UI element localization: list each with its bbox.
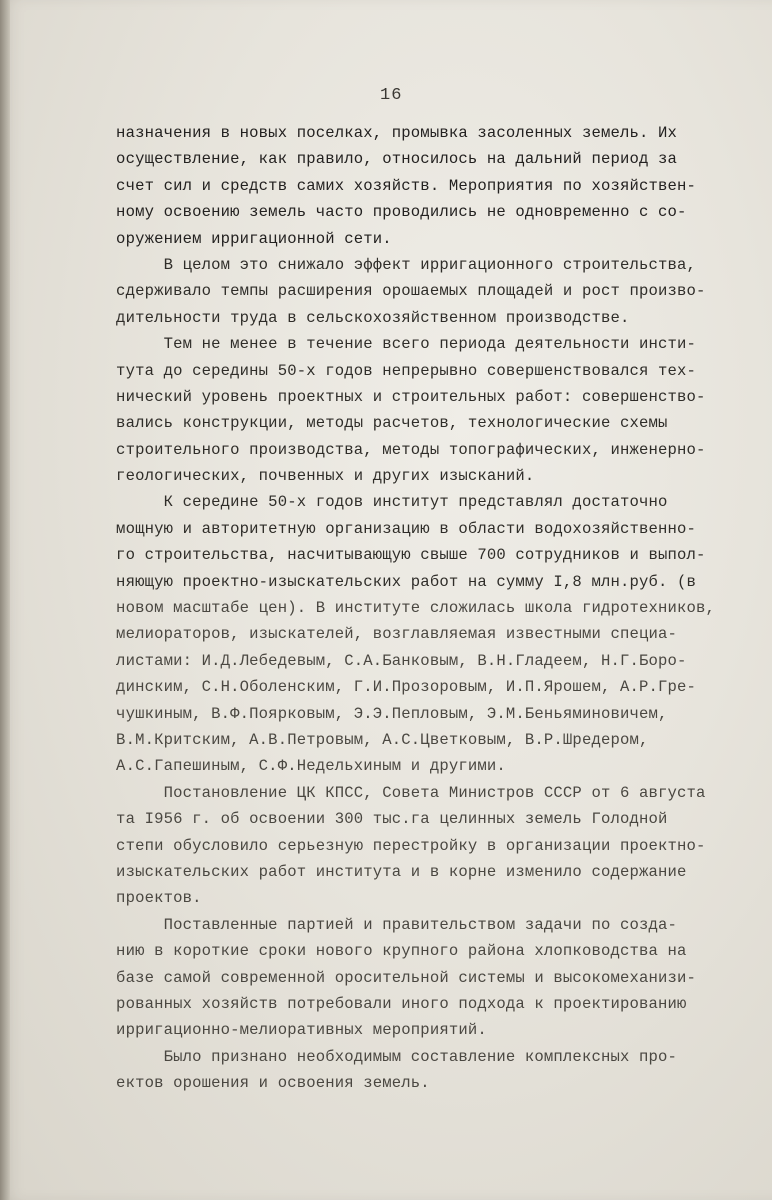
text-line: ному освоению земель часто проводились не одновременно с со- [40, 203, 687, 222]
text-line: дительности труда в сельскохозяйственном производстве. [40, 308, 630, 327]
text-line: степи обусловило серьезную перестройку в организации проектно- [40, 836, 706, 855]
text-line: чушкиным, В.Ф.Поярковым, Э.Э.Пепловым, Э.М.Беньяминовичем, [40, 704, 668, 723]
text-line: Тем не менее в течение всего периода деятельности инсти- [40, 335, 697, 354]
text-line: динским, С.Н.Оболенским, Г.И.Прозоровым, И.П.Ярошем, А.Р.Гре- [40, 678, 697, 697]
text-line: ирригационно-мелиоративных мероприятий. [40, 1021, 487, 1040]
text-line: вались конструкции, методы расчетов, технологические схемы [40, 414, 668, 433]
text-line: рованных хозяйств потребовали иного подхода к проектированию [40, 994, 687, 1013]
text-line: Постановление ЦК КПСС, Совета Министров СССР от 6 августа [40, 783, 706, 802]
text-line: новом масштабе цен). В институте сложилась школа гидротехников, [40, 599, 716, 618]
text-line: нический уровень проектных и строительных работ: совершенство- [40, 387, 706, 406]
text-line: В.М.Критским, А.В.Петровым, А.С.Цветковым, В.Р.Шредером, [40, 730, 649, 749]
text-line: мощную и авторитетную организацию в области водохозяйственно- [40, 519, 697, 538]
text-line: го строительства, насчитывающую свыше 700 сотрудников и выпол- [40, 546, 706, 565]
text-line: геологических, почвенных и других изысканий. [40, 467, 535, 486]
text-line: няющую проектно-изыскательских работ на сумму I,8 млн.руб. (в [40, 572, 697, 591]
text-line: проектов. [40, 889, 202, 908]
text-line: базе самой современной оросительной системы и высокомеханизи- [40, 968, 697, 987]
text-line: листами: И.Д.Лебедевым, С.А.Банковым, В.Н.Гладеем, Н.Г.Боро- [40, 651, 687, 670]
body-text [40, 120, 740, 1096]
text-line: та I956 г. об освоении 300 тыс.га целинных земель Голодной [40, 810, 668, 829]
text-line: Было признано необходимым составление комплексных про- [40, 1047, 678, 1066]
text-line: Поставленные партией и правительством задачи по созда- [40, 915, 678, 934]
text-line: сдерживало темпы расширения орошаемых площадей и рост произво- [40, 282, 706, 301]
text-line: назначения в новых поселках, промывка засоленных земель. Их [40, 124, 678, 142]
text-line: счет сил и средств самих хозяйств. Мероприятия по хозяйствен- [40, 176, 697, 195]
text-line: мелиораторов, изыскателей, возглавляемая известными специа- [40, 625, 678, 644]
text-line: оружением ирригационной сети. [40, 229, 392, 248]
page-number: 16 [380, 86, 403, 105]
text-line: осуществление, как правило, относилось на дальний период за [40, 150, 678, 169]
text-line: ектов орошения и освоения земель. [40, 1074, 430, 1093]
text-line: А.С.Гапешиным, С.Ф.Недельхиным и другими. [40, 757, 506, 776]
text-line: тута до середины 50-х годов непрерывно совершенствовался тех- [40, 361, 697, 380]
text-line: нию в короткие сроки нового крупного района хлопководства на [40, 942, 687, 961]
text-line: строительного производства, методы топографических, инженерно- [40, 440, 706, 459]
text-line: В целом это снижало эффект ирригационного строительства, [40, 255, 697, 274]
page-edge-shadow [0, 0, 10, 1200]
text-line: изыскательских работ института и в корне изменило содержание [40, 862, 687, 881]
text-line: К середине 50-х годов институт представлял достаточно [40, 493, 668, 512]
